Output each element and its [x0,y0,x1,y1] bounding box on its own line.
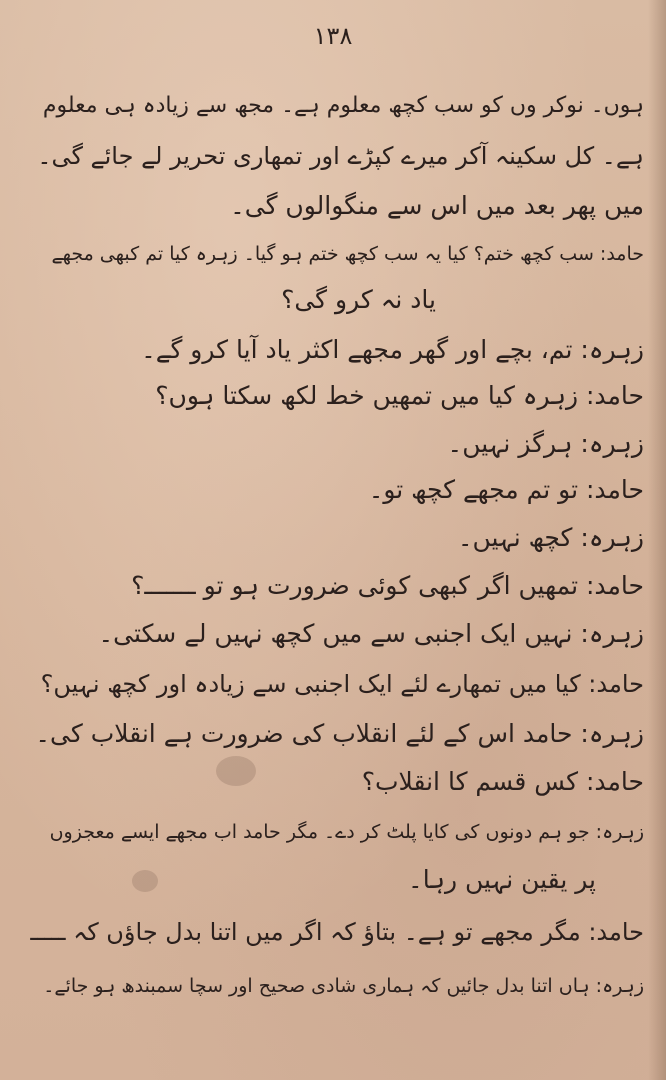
text-line: ہوں۔ نوکر وں کو سب کچھ معلوم ہے۔ مجھ سے زیادہ ہی معلوم [42,93,644,118]
text-line: میں پھر بعد میں اس سے منگوالوں گی۔ [230,191,644,220]
page-edge-shadow [648,0,666,1080]
speaker-line: زہرہ: نہیں ایک اجنبی سے میں کچھ نہیں لے سکتی۔ [98,619,644,648]
ink-smudge [132,870,158,892]
speaker-line: زہرہ: کچھ نہیں۔ [457,523,644,552]
continuation-line: یاد نہ کرو گی؟ [281,285,436,314]
speaker-line: حامد: کیا میں تمھارے لئے ایک اجنبی سے زیادہ اور کچھ نہیں؟ [40,670,644,698]
text-line: ہے۔ کل سکینہ آکر میرے کپڑے اور تمھاری تحریر لے جائے گی۔ [37,142,644,170]
speaker-line: حامد: سب کچھ ختم؟ کیا یہ سب کچھ ختم ہو گیا۔ زہرہ کیا تم کبھی مجھے [51,243,644,265]
speaker-line: حامد: زہرہ کیا میں تمھیں خط لکھ سکتا ہوں؟ [155,381,644,410]
continuation-line: پر یقین نہیں رہا۔ [408,865,596,894]
ink-smudge [216,756,256,786]
speaker-line: حامد: تمھیں اگر کبھی کوئی ضرورت ہو تو ـــــــ؟ [131,571,644,600]
speaker-line: زہرہ: جو ہم دونوں کی کایا پلٹ کر دے۔ مگر حامد اب مجھے ایسے معجزوں [49,821,644,843]
speaker-line: حامد: مگر مجھے تو ہے۔ بتاؤ کہ اگر میں اتنا بدل جاؤں کہ ـــــ [30,918,644,946]
speaker-line: حامد: تو تم مجھے کچھ تو۔ [368,475,644,504]
page-number: ۱۳۸ [313,22,353,50]
speaker-line: زہرہ: ہاں اتنا بدل جائیں کہ ہماری شادی صحیح اور سچا سمبندھ ہو جائے۔ [43,975,644,997]
speaker-line: زہرہ: حامد اس کے لئے انقلاب کی ضرورت ہے انقلاب کی۔ [35,719,644,748]
speaker-line: حامد: کس قسم کا انقلاب؟ [361,767,644,796]
speaker-line: زہرہ: تم، بچے اور گھر مجھے اکثر یاد آیا کرو گے۔ [141,335,644,364]
speaker-line: زہرہ: ہرگز نہیں۔ [447,429,644,458]
